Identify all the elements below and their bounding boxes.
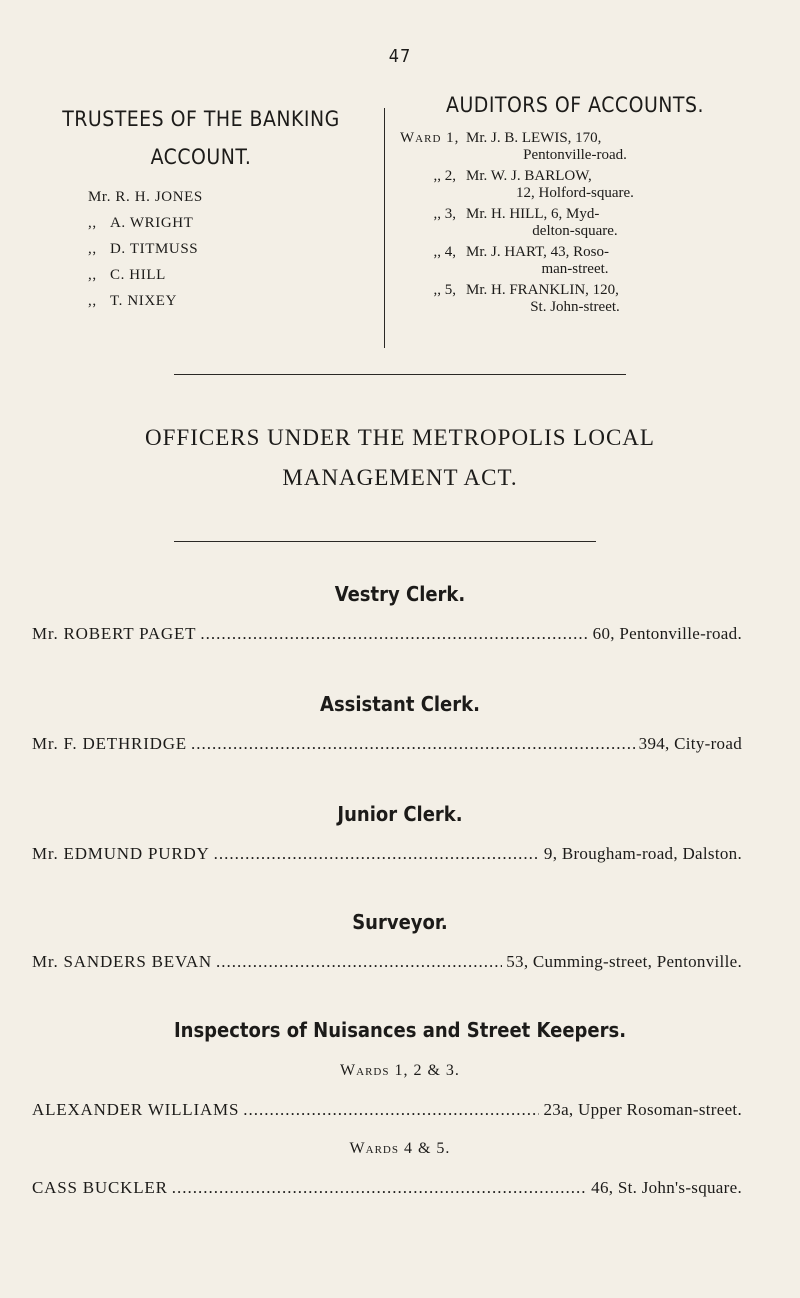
junior-clerk-heading: Junior Clerk. (337, 802, 463, 826)
auditor-entry (400, 130, 750, 164)
auditor-line2: Pentonville-road. (523, 147, 627, 163)
trustee-prefix: ,, (88, 267, 97, 283)
auditor-line2: St. John-street. (530, 299, 620, 315)
auditor-line1: Mr. J. HART, 43, Roso- (466, 244, 609, 260)
officer-address: 9, Brougham-road, Dalston. (543, 844, 742, 863)
trustee-item (26, 184, 376, 210)
officer-name: Mr. F. DETHRIDGE (32, 734, 187, 753)
auditor-ward: ,, 5, (433, 282, 456, 298)
assistant-clerk-heading: Assistant Clerk. (320, 692, 480, 716)
trustee-prefix: ,, (88, 241, 97, 257)
officers-title (0, 418, 800, 498)
auditor-entry (400, 206, 750, 240)
trustee-name: D. TITMUSS (110, 241, 199, 257)
surveyor-heading: Surveyor. (352, 910, 448, 934)
dot-leader (200, 624, 588, 644)
vestry-clerk-heading: Vestry Clerk. (334, 582, 466, 606)
officers-title-line1: OFFICERS UNDER THE METROPOLIS LOCAL (145, 425, 655, 450)
officer-name: Mr. EDMUND PURDY (32, 844, 210, 863)
auditor-entry (400, 244, 750, 278)
page-number: 47 (388, 46, 412, 67)
trustee-item (26, 236, 376, 262)
auditor-ward: ,, 2, (433, 168, 456, 184)
dot-leader (243, 1100, 539, 1120)
trustee-name: C. HILL (110, 267, 166, 283)
trustee-name: A. WRIGHT (110, 215, 194, 231)
auditor-entry (400, 282, 750, 316)
trustee-prefix: ,, (88, 215, 97, 231)
auditor-ward: ,, 3, (433, 206, 456, 222)
vestry-clerk-row (32, 624, 742, 644)
trustees-list (26, 184, 376, 314)
trustee-item (26, 210, 376, 236)
surveyor-row (32, 952, 742, 972)
column-divider (384, 108, 385, 348)
officer-address: 46, St. John's-square. (591, 1178, 742, 1197)
dot-leader (172, 1178, 587, 1198)
auditor-line1: Mr. H. FRANKLIN, 120, (466, 282, 619, 298)
inspector-row-b (32, 1178, 742, 1198)
auditors-heading: AUDITORS OF ACCOUNTS. (446, 93, 704, 117)
wards-label-a: Wards 1, 2 & 3. (340, 1062, 460, 1079)
auditor-entry (400, 168, 750, 202)
dot-leader (191, 734, 635, 754)
auditor-ward: Ward 1, (400, 130, 460, 146)
dot-leader (216, 952, 502, 972)
section-rule (174, 374, 626, 375)
inspector-row-a (32, 1100, 742, 1120)
officer-address: 53, Cumming-street, Pentonville. (506, 952, 742, 971)
title-rule (174, 541, 596, 542)
trustee-item (26, 262, 376, 288)
auditor-line2: 12, Holford-square. (516, 185, 634, 201)
junior-clerk-row (32, 844, 742, 864)
trustees-section (26, 100, 376, 314)
trustees-heading-line1: TRUSTEES OF THE BANKING (62, 107, 340, 131)
trustee-name: T. NIXEY (110, 293, 178, 309)
trustees-heading-line2: ACCOUNT. (150, 145, 252, 169)
trustees-heading (26, 100, 376, 176)
officer-address: 60, Pentonville-road. (592, 624, 742, 643)
trustee-prefix: Mr. (88, 189, 112, 205)
wards-label-b: Wards 4 & 5. (349, 1140, 451, 1157)
officer-name: Mr. ROBERT PAGET (32, 624, 197, 643)
trustee-prefix: ,, (88, 293, 97, 309)
dot-leader (214, 844, 540, 864)
auditor-line1: Mr. J. B. LEWIS, 170, (466, 130, 602, 146)
assistant-clerk-row (32, 734, 742, 754)
trustee-name: R. H. JONES (115, 189, 203, 205)
auditor-line2: man-street. (541, 261, 609, 277)
auditor-line1: Mr. H. HILL, 6, Myd- (466, 206, 600, 222)
officer-name: ALEXANDER WILLIAMS (32, 1100, 240, 1119)
officer-address: 23a, Upper Rosoman-street. (543, 1100, 742, 1119)
officer-address: 394, City-road (638, 734, 742, 753)
inspectors-heading: Inspectors of Nuisances and Street Keepers. (173, 1018, 627, 1042)
auditors-section (400, 88, 750, 320)
officer-name: CASS BUCKLER (32, 1178, 168, 1197)
auditor-line2: delton-square. (532, 223, 618, 239)
auditor-ward: ,, 4, (433, 244, 456, 260)
auditor-line1: Mr. W. J. BARLOW, (466, 168, 592, 184)
officer-name: Mr. SANDERS BEVAN (32, 952, 213, 971)
trustee-item (26, 288, 376, 314)
officers-title-line2: MANAGEMENT ACT. (282, 465, 518, 490)
